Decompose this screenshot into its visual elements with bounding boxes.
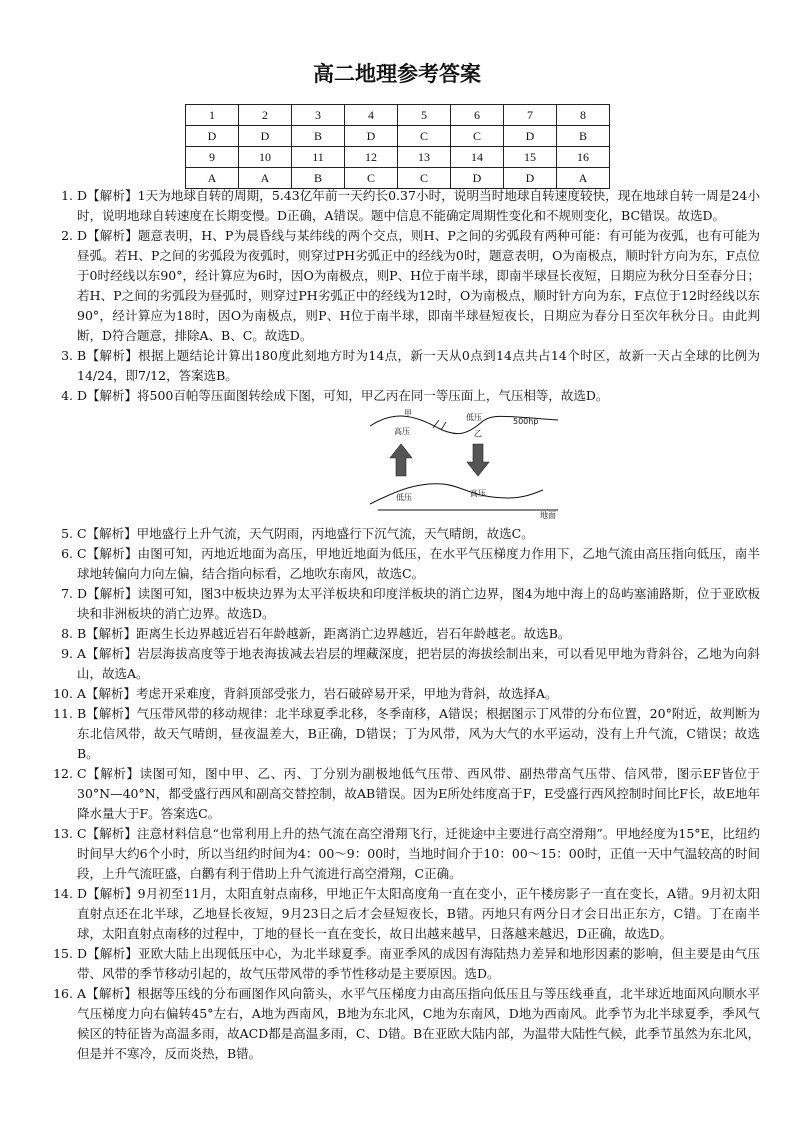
answer-table-row: [186, 105, 610, 126]
answer-cell: D: [451, 168, 504, 189]
question-number-cell: 13: [398, 147, 451, 168]
label-gaoya-top: 高压: [394, 427, 410, 436]
answer-item: [48, 226, 760, 346]
down-arrow-icon: [467, 444, 489, 476]
item-text: A【解析】岩层海拔高度等于地表海拔减去岩层的埋藏深度，把岩层的海拔绘制出来，可以看见甲地为背斜谷，乙地为向斜山，故选A。: [77, 646, 760, 681]
answer-item: [48, 346, 760, 386]
answer-table: [185, 104, 610, 189]
question-number-cell: 11: [292, 147, 345, 168]
page-title: 高二地理参考答案: [313, 62, 481, 86]
item-text: D【解析】读图可知，图3中板块边界为太平洋板块和印度洋板块的消亡边界，图4为地中海上的岛屿塞浦路斯，位于亚欧板块和非洲板块的消亡边界。故选D。: [77, 586, 760, 621]
item-number: 11.: [53, 706, 73, 721]
answer-cell: D: [504, 126, 557, 147]
answer-cell: C: [398, 168, 451, 189]
label-diya-top: 低压: [466, 413, 482, 422]
item-number: 14.: [53, 886, 73, 901]
answer-cell: B: [292, 126, 345, 147]
question-number-cell: 12: [345, 147, 398, 168]
question-number-cell: 8: [557, 105, 610, 126]
answer-item: [48, 386, 760, 406]
label-yi: 乙: [474, 429, 482, 438]
label-diya-bottom: 低压: [396, 493, 412, 502]
item-number: 15.: [53, 946, 73, 961]
item-number: 3.: [61, 348, 73, 363]
answer-item: [48, 944, 760, 984]
answer-cell: C: [398, 126, 451, 147]
answer-cell: D: [239, 126, 292, 147]
answer-cell: A: [557, 168, 610, 189]
up-arrow-icon: [390, 444, 412, 476]
question-number-cell: 1: [186, 105, 239, 126]
answer-item: [48, 984, 760, 1064]
answer-item: [48, 764, 760, 824]
answer-cell: C: [345, 168, 398, 189]
item-text: D【解析】将500百帕等压面图转绘成下图，可知，甲乙丙在同一等压面上，气压相等，故选D。: [77, 388, 609, 403]
question-number-cell: 7: [504, 105, 557, 126]
answer-item: [48, 524, 760, 544]
answer-cell: D: [504, 168, 557, 189]
item-text: D【解析】题意表明，H、P为晨昏线与某纬线的两个交点，则H、P之间的劣弧段有两种可能：有可能为夜弧，也有可能为昼弧。若H、P之间的劣弧段为夜弧时，则穿过PH劣弧正中的经线为0时，题意表明，O为南极点，顺时针方向为东，F点位于0时经线以东90°，经计算应为6时，因O为南极点，则P、H位于南半球，即南半球昼长夜短，日期应为秋分日至春分日；若H、P之间的劣弧段为昼弧时，则穿过PH劣弧正中的经线为12时，O为南极点，顺时针方向为东，F点位于12时经线以东90°，经计算应为18时，因O为南极点，则P、H位于南半球，即南半球昼短夜长，日期应为春分日至次年秋分日。由此判断，D符合题意，排除A、B、C。故选D。: [77, 228, 760, 343]
answer-cell: A: [186, 168, 239, 189]
item-number: 1.: [61, 188, 73, 203]
question-number-cell: 6: [451, 105, 504, 126]
item-number: 9.: [61, 646, 73, 661]
item-text: B【解析】距离生长边界越近岩石年龄越新，距离消亡边界越近，岩石年龄越老。故选B。: [77, 626, 571, 641]
item-number: 12.: [53, 766, 73, 781]
item-text: D【解析】亚欧大陆上出现低压中心，为北半球夏季。南亚季风的成因有海陆热力差异和地形因素的影响，但主要是由气压带、风带的季节移动引起的，故气压带风带的季节性移动是主要原因。选D。: [77, 946, 760, 981]
question-number-cell: 3: [292, 105, 345, 126]
item-text: A【解析】考虑开采难度，背斜顶部受张力，岩石破碎易开采，甲地为背斜，故选择A。: [77, 686, 558, 701]
item-number: 5.: [61, 526, 73, 541]
question-number-cell: 16: [557, 147, 610, 168]
answer-cell: C: [451, 126, 504, 147]
item-text: A【解析】根据等压线的分布画图作风向箭头，水平气压梯度力由高压指向低压且与等压线垂直，北半球近地面风向顺水平气压梯度力向右偏转45°左右，A地为西南风，B地为东北风，C地为东南风，D地为西南风。此季节为北半球夏季，季风气候区的特征皆为高温多雨，故ACD都是高温多雨，C、D错。B在亚欧大陆内部，为温带大陆性气候，此季节虽然为东北风，但是并不寒冷，反而炎热，B错。: [77, 986, 760, 1061]
answer-table-row: [186, 147, 610, 168]
answer-item: [48, 704, 760, 764]
item-number: 7.: [61, 586, 73, 601]
item-text: C【解析】注意材料信息“也常利用上升的热气流在高空滑翔飞行，迁徙途中主要进行高空滑翔”。甲地经度为15°E，比纽约时间早大约6个小时，所以当纽约时间为4：00～9：00时，当地时间介于10：00～15：00时，正值一天中气温较高的时间段，上升气流旺盛，白鹳有利于借助上升气流进行高空滑翔，C正确。: [77, 826, 760, 881]
question-number-cell: 10: [239, 147, 292, 168]
isobar-diagram: [48, 406, 794, 524]
item-text: C【解析】由图可知，丙地近地面为高压，甲地近地面为低压，在水平气压梯度力作用下，乙地气流由高压指向低压，南半球地转偏向力向左偏，结合指向标看，乙地吹东南风，故选C。: [77, 546, 760, 581]
answer-cell: B: [557, 126, 610, 147]
answer-item: [48, 624, 760, 644]
question-number-cell: 4: [345, 105, 398, 126]
answer-cell: A: [239, 168, 292, 189]
label-ground: 地面: [540, 511, 556, 520]
label-isobar: 500hp: [513, 417, 539, 426]
label-jia: 甲: [404, 409, 412, 418]
question-number-cell: 14: [451, 147, 504, 168]
answer-item: [48, 644, 760, 684]
item-text: D【解析】1天为地球自转的周期，5.43亿年前一天约长0.37小时，说明当时地球自转速度较快，现在地球自转一周是24小时，说明地球自转速度在长期变慢。D正确，A错误。题中信息不能确定周期性变化和不规则变化，BC错误。故选D。: [77, 188, 760, 223]
answer-cell: B: [292, 168, 345, 189]
answer-item: [48, 584, 760, 624]
answer-item: [48, 884, 760, 944]
answer-item: [48, 824, 760, 884]
item-number: 8.: [61, 626, 73, 641]
answer-table-row: [186, 126, 610, 147]
item-text: B【解析】气压带风带的移动规律：北半球夏季北移，冬季南移，A错误；根据图示丁风带的分布位置，20°附近，故判断为东北信风带，故天气晴朗，昼夜温差大，B正确，D错误；丁为风带，风为大气的水平运动，没有上升气流，C错误；故选B。: [77, 706, 760, 761]
item-text: B【解析】根据上题结论计算出180度此刻地方时为14点，新一天从0点到14点共占14个时区，故新一天占全球的比例为14/24，即7/12，答案选B。: [77, 348, 760, 383]
item-number: 10.: [53, 686, 73, 701]
question-number-cell: 15: [504, 147, 557, 168]
item-number: 13.: [53, 826, 73, 841]
answer-cell: D: [345, 126, 398, 147]
item-text: C【解析】读图可知，图中甲、乙、丙、丁分别为副极地低气压带、西风带、副热带高气压带、信风带，图示EF皆位于30°N—40°N，都受盛行西风和副高交替控制，故AB错误。因为E所处纬度高于F，E受盛行西风控制时间比F长，故E地年降水量大于F。答案选C。: [77, 766, 760, 821]
question-number-cell: 5: [398, 105, 451, 126]
isobar-diagram-svg: [358, 406, 558, 520]
item-text: D【解析】9月初至11月，太阳直射点南移，甲地正午太阳高度角一直在变小，正午楼房影子一直在变长，A错。9月初太阳直射点还在北半球，乙地昼长夜短，9月23日之后才会昼短夜长，B错。丙地只有两分日才会日出正东方，C错。丁在南半球，太阳直射点南移的过程中，丁地的昼长一直在变长，故日出越来越早，日落越来越迟，D正确，故选D。: [77, 886, 760, 941]
answer-explanations: [48, 186, 760, 1064]
question-number-cell: 2: [239, 105, 292, 126]
item-text: C【解析】甲地盛行上升气流，天气阴雨，丙地盛行下沉气流，天气晴朗，故选C。: [77, 526, 534, 541]
item-number: 16.: [53, 986, 73, 1001]
answer-cell: D: [186, 126, 239, 147]
item-number: 2.: [61, 228, 73, 243]
answer-item: [48, 186, 760, 226]
label-gaoya-bottom: 高压: [470, 489, 486, 498]
item-number: 4.: [61, 388, 73, 403]
item-number: 6.: [61, 546, 73, 561]
answer-item: [48, 684, 760, 704]
answer-item: [48, 544, 760, 584]
question-number-cell: 9: [186, 147, 239, 168]
